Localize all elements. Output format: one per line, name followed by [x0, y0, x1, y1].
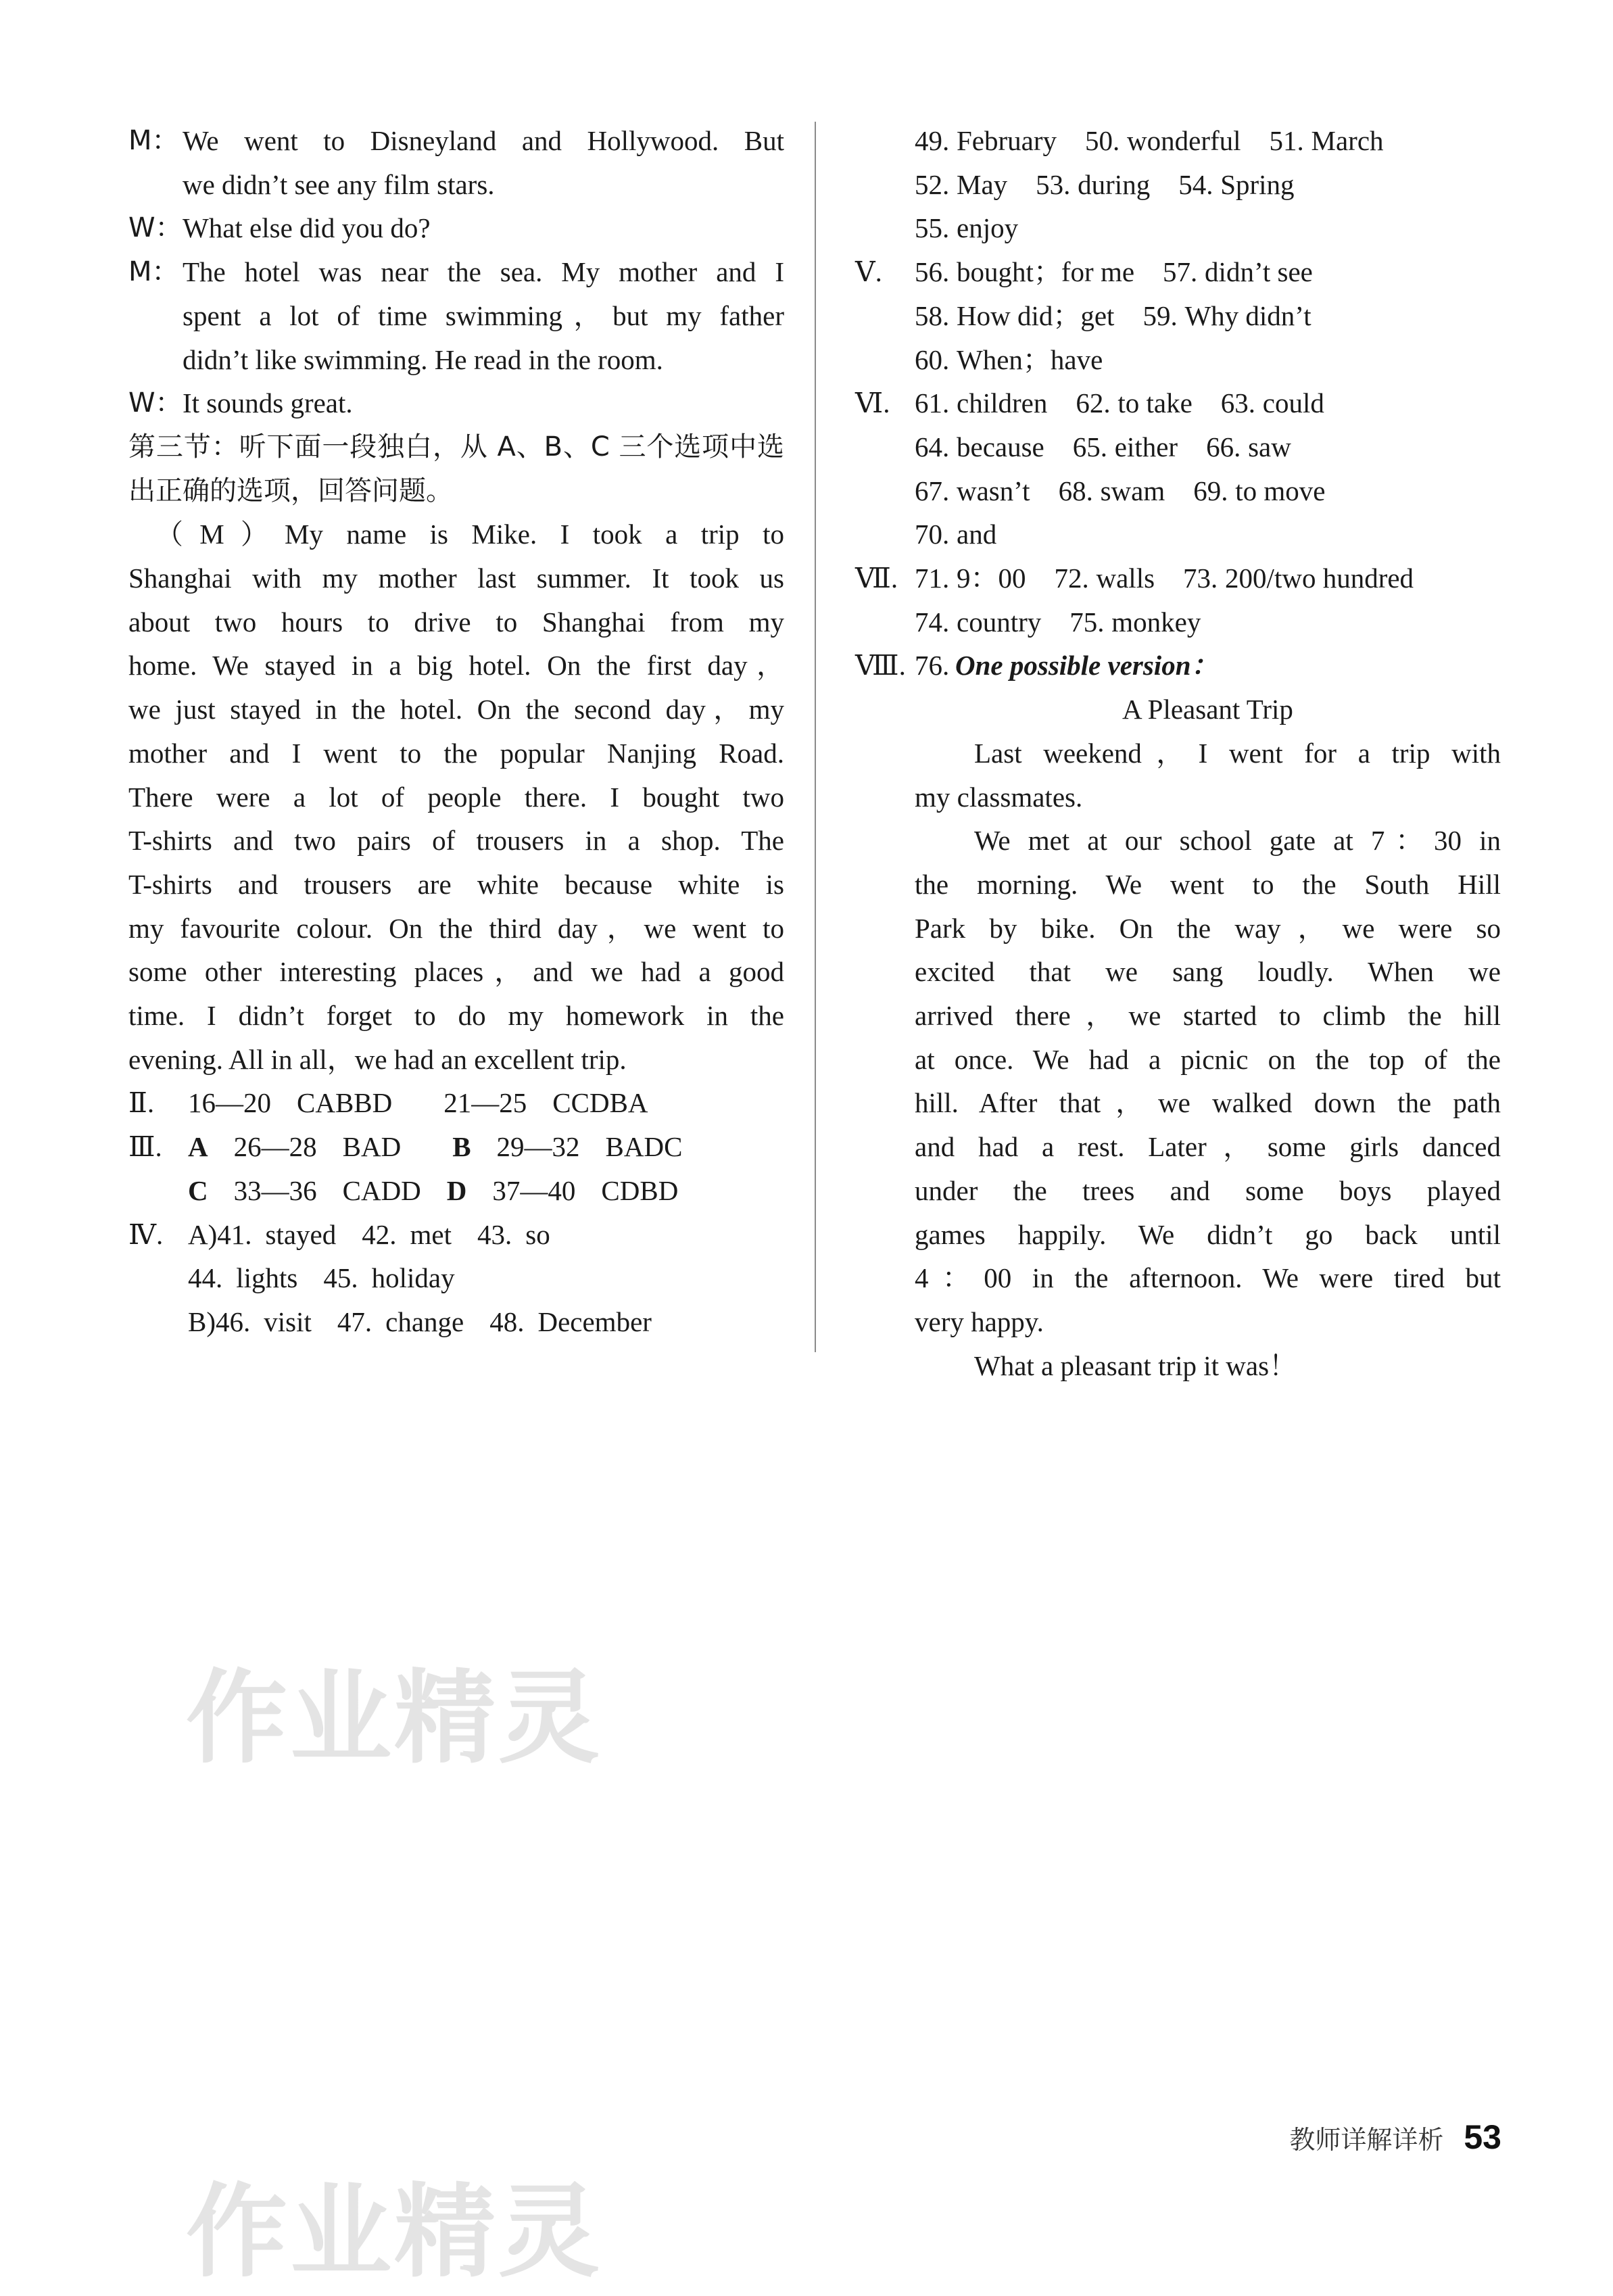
monologue-line: about two hours to drive to Shanghai from my [128, 606, 784, 638]
answer: wasn’t [957, 475, 1030, 506]
section-label [855, 338, 915, 382]
version-label: One possible version： [955, 650, 1219, 681]
section-4-answers-b [128, 1300, 784, 1344]
answer: to take [1117, 387, 1193, 419]
answer-number: 52. [915, 168, 950, 200]
speaker [128, 163, 183, 207]
answer-number: 66. [1206, 431, 1241, 462]
answer-number: 54. [1178, 168, 1213, 200]
answer-row [855, 294, 1501, 338]
answer-row [855, 381, 1501, 425]
answer-number: 43. [477, 1218, 512, 1250]
answer: CDBD [601, 1174, 679, 1206]
section-3-answers-cont [128, 1169, 784, 1213]
answer-number: 74. [915, 606, 950, 638]
answer-range: 21—25 [443, 1087, 527, 1119]
answer: BADC [605, 1131, 683, 1163]
answer-number: 70. [915, 519, 950, 550]
answer-number: 64. [915, 431, 950, 462]
section-label [855, 119, 915, 163]
answer: because [957, 431, 1044, 462]
section-7-answers [855, 556, 1501, 644]
monologue-line: some other interesting places，and we had a good [128, 956, 784, 988]
section-label: Ⅷ. [855, 650, 906, 681]
answer: How did；get [957, 300, 1115, 331]
answer-number: 47. [337, 1306, 372, 1337]
page-number: 53 [1464, 2118, 1501, 2156]
monologue-line: （M）My name is Mike. I took a trip to [155, 519, 784, 550]
answer-row [855, 469, 1501, 513]
monologue-line: mother and I went to the popular Nanjing Road. [128, 737, 784, 769]
speaker: W： [128, 387, 183, 419]
monologue-line: Shanghai with my mother last summer. It took us [128, 563, 784, 594]
answer: lights [236, 1262, 298, 1294]
answer: during [1078, 168, 1151, 200]
essay-line: and had a rest. Later，some girls danced [915, 1131, 1501, 1163]
answer-row [855, 338, 1501, 382]
answer-number: 51. [1269, 125, 1304, 156]
essay-line: at once. We had a picnic on the top of the [915, 1043, 1501, 1075]
answer-range: 33—36 [233, 1174, 317, 1206]
answer: When；have [957, 343, 1103, 375]
section-5-answers [855, 250, 1501, 381]
answer-number: 55. [915, 212, 950, 244]
section-label [855, 163, 915, 207]
answer-number: 60. [915, 343, 950, 375]
dialog-line [128, 250, 784, 294]
essay-line: the morning. We went to the South Hill [915, 868, 1501, 900]
answer: children [957, 387, 1048, 419]
answer-range: 29—32 [496, 1131, 580, 1163]
answer-number: 72. [1054, 563, 1089, 594]
answer-row [855, 119, 1501, 163]
answer-number: 73. [1183, 563, 1218, 594]
answer-number: 75. [1069, 606, 1105, 638]
answer: Why didn’t [1184, 300, 1311, 331]
essay-line: 4：00 in the afternoon. We were tired but [915, 1262, 1501, 1294]
speaker [128, 338, 183, 382]
monologue-line: evening. All in all，we had an excellent trip. [128, 1043, 627, 1075]
dialog-text: We went to Disneyland and Hollywood. But [183, 125, 784, 156]
section-label: Ⅵ. [855, 387, 890, 419]
answer-number: 63. [1220, 387, 1256, 419]
essay-line: We met at our school gate at 7：30 in [974, 825, 1501, 857]
essay-line: What a pleasant trip it was！ [974, 1349, 1297, 1381]
page-footer [1289, 2118, 1501, 2157]
answer-number: 68. [1058, 475, 1093, 506]
answer-number: 56. [915, 256, 950, 288]
answer: CCDBA [552, 1087, 648, 1119]
section-4-answers-cont [128, 1256, 784, 1300]
dialog-text: The hotel was near the sea. My mother and I [183, 256, 784, 288]
monologue-line: home. We stayed in a big hotel. On the first day， [128, 650, 784, 681]
answer: 9：00 [957, 563, 1026, 594]
essay-line: excited that we sang loudly. When we [915, 956, 1501, 988]
answer-number: 76. [915, 650, 950, 681]
essay-line: under the trees and some boys played [915, 1174, 1501, 1206]
answer: Spring [1220, 168, 1295, 200]
monologue-line: we just stayed in the hotel. On the second day，my [128, 694, 784, 725]
answer: saw [1248, 431, 1291, 462]
footer-text: 教师详解详析 [1289, 2125, 1444, 2155]
left-column [128, 119, 784, 1344]
monologue-line: T-shirts and trousers are white because white is [128, 868, 784, 900]
answer-row [855, 512, 1501, 556]
dialog-text: didn’t like swimming. He read in the room. [183, 343, 663, 375]
answer: February [957, 125, 1057, 156]
answer: CADD [342, 1174, 421, 1206]
monologue [128, 512, 784, 1081]
watermark: 作业精灵 [186, 2174, 603, 2291]
section-4-continued [855, 119, 1501, 250]
answer-number: 69. [1193, 475, 1228, 506]
section-3-answers [128, 1125, 784, 1169]
answer: CABBD [297, 1087, 393, 1119]
section-6-answers [855, 381, 1501, 556]
answer-number: 62. [1076, 387, 1111, 419]
answer: wonderful [1127, 125, 1241, 156]
dialog-line [128, 294, 784, 338]
answer-row [855, 425, 1501, 469]
essay-line: Last weekend，I went for a trip with [974, 737, 1501, 769]
answer-row [855, 206, 1501, 250]
answer-number: B)46. [188, 1306, 251, 1337]
dialog-line [128, 163, 784, 207]
answer-number: 65. [1072, 431, 1107, 462]
essay-line: Park by bike. On the way，we were so [915, 912, 1501, 944]
answer: bought；for me [957, 256, 1135, 288]
answer: 200/two hundred [1225, 563, 1414, 594]
answer: BAD [342, 1131, 402, 1163]
answer-number: 67. [915, 475, 950, 506]
answer: change [385, 1306, 464, 1337]
answer-range: 26—28 [233, 1131, 317, 1163]
answer: May [957, 168, 1008, 200]
answer: didn’t see [1205, 256, 1313, 288]
section-8-header [855, 644, 1501, 688]
essay-title: A Pleasant Trip [1122, 694, 1293, 725]
answer-number: 50. [1085, 125, 1120, 156]
answer: March [1311, 125, 1384, 156]
heading-line: 出正确的选项，回答问题。 [128, 475, 453, 506]
right-column [855, 119, 1501, 1387]
answer: stayed [265, 1218, 337, 1250]
section-label: Ⅳ. [128, 1218, 164, 1250]
answer-number: 58. [915, 300, 950, 331]
answer-number: 59. [1142, 300, 1178, 331]
section-label: Ⅲ. [128, 1131, 162, 1163]
speaker: W： [128, 212, 183, 244]
answer: and [957, 519, 997, 550]
answer: visit [264, 1306, 312, 1337]
answer-range: 16—20 [188, 1087, 271, 1119]
part-label: B [452, 1131, 471, 1163]
section-label [855, 512, 915, 556]
answer-number: 53. [1036, 168, 1071, 200]
dialog-line [128, 338, 784, 382]
section-label: Ⅴ. [855, 256, 882, 288]
section-label [855, 425, 915, 469]
section-label: Ⅱ. [128, 1087, 155, 1119]
answer: could [1262, 387, 1324, 419]
answer: either [1114, 431, 1178, 462]
monologue-line: my favourite colour. On the third day，we went to [128, 912, 784, 944]
essay [855, 732, 1501, 1388]
answer-number: 45. [323, 1262, 358, 1294]
answer-number: 71. [915, 563, 950, 594]
answer-row [855, 163, 1501, 207]
essay-line: arrived there，we started to climb the hill [915, 1000, 1501, 1032]
answer-number: 49. [915, 125, 950, 156]
essay-line: my classmates. [915, 781, 1083, 813]
answer: holiday [371, 1262, 455, 1294]
answer-number: 61. [915, 387, 950, 419]
monologue-line: time. I didn’t forget to do my homework in the [128, 1000, 784, 1032]
watermark: 作业精灵 [186, 1660, 603, 1777]
answer: walls [1096, 563, 1155, 594]
essay-line: hill. After that，we walked down the path [915, 1087, 1501, 1119]
dialog-text: we didn’t see any film stars. [183, 168, 495, 200]
section-label: Ⅶ. [855, 563, 898, 594]
part-label: A [188, 1131, 208, 1163]
dialog-line [128, 119, 784, 163]
heading-line: 第三节：听下面一段独白，从 A、B、C 三个选项中选 [128, 431, 784, 462]
part-label: D [446, 1174, 467, 1206]
section-label [855, 600, 915, 644]
answer-number: 48. [489, 1306, 525, 1337]
section-label [855, 469, 915, 513]
dialog-text: What else did you do? [183, 212, 431, 244]
dialog-text: spent a lot of time swimming，but my father [183, 300, 784, 331]
answer-row [855, 250, 1501, 294]
answer: monkey [1111, 606, 1201, 638]
speaker: M： [128, 256, 179, 288]
answer: so [525, 1218, 550, 1250]
answer: swam [1100, 475, 1165, 506]
part-label: C [188, 1174, 208, 1206]
answer-number: 42. [362, 1218, 397, 1250]
answer-number: 44. [188, 1262, 223, 1294]
answer: to move [1235, 475, 1326, 506]
answer-row [855, 600, 1501, 644]
answer: enjoy [957, 212, 1019, 244]
speaker [128, 294, 183, 338]
section-label [855, 294, 915, 338]
monologue-line: There were a lot of people there. I bought two [128, 781, 784, 813]
section-label [855, 206, 915, 250]
dialog [128, 119, 784, 425]
answer: December [537, 1306, 652, 1337]
answer-range: 37—40 [492, 1174, 576, 1206]
monologue-line: T-shirts and two pairs of trousers in a shop. The [128, 825, 784, 857]
answer: country [957, 606, 1042, 638]
answer-number: 57. [1163, 256, 1198, 288]
essay-line: very happy. [915, 1306, 1044, 1337]
column-divider [815, 122, 816, 1352]
dialog-line [128, 381, 784, 425]
section-2-answers [128, 1081, 784, 1125]
dialog-text: It sounds great. [183, 387, 353, 419]
answer-number: A)41. [188, 1218, 252, 1250]
answer-row [855, 556, 1501, 600]
dialog-line [128, 206, 784, 250]
speaker: M： [128, 125, 179, 156]
section3-heading [128, 425, 784, 512]
section-4-answers [128, 1213, 784, 1257]
answer: met [410, 1218, 452, 1250]
essay-line: games happily. We didn’t go back until [915, 1218, 1501, 1250]
